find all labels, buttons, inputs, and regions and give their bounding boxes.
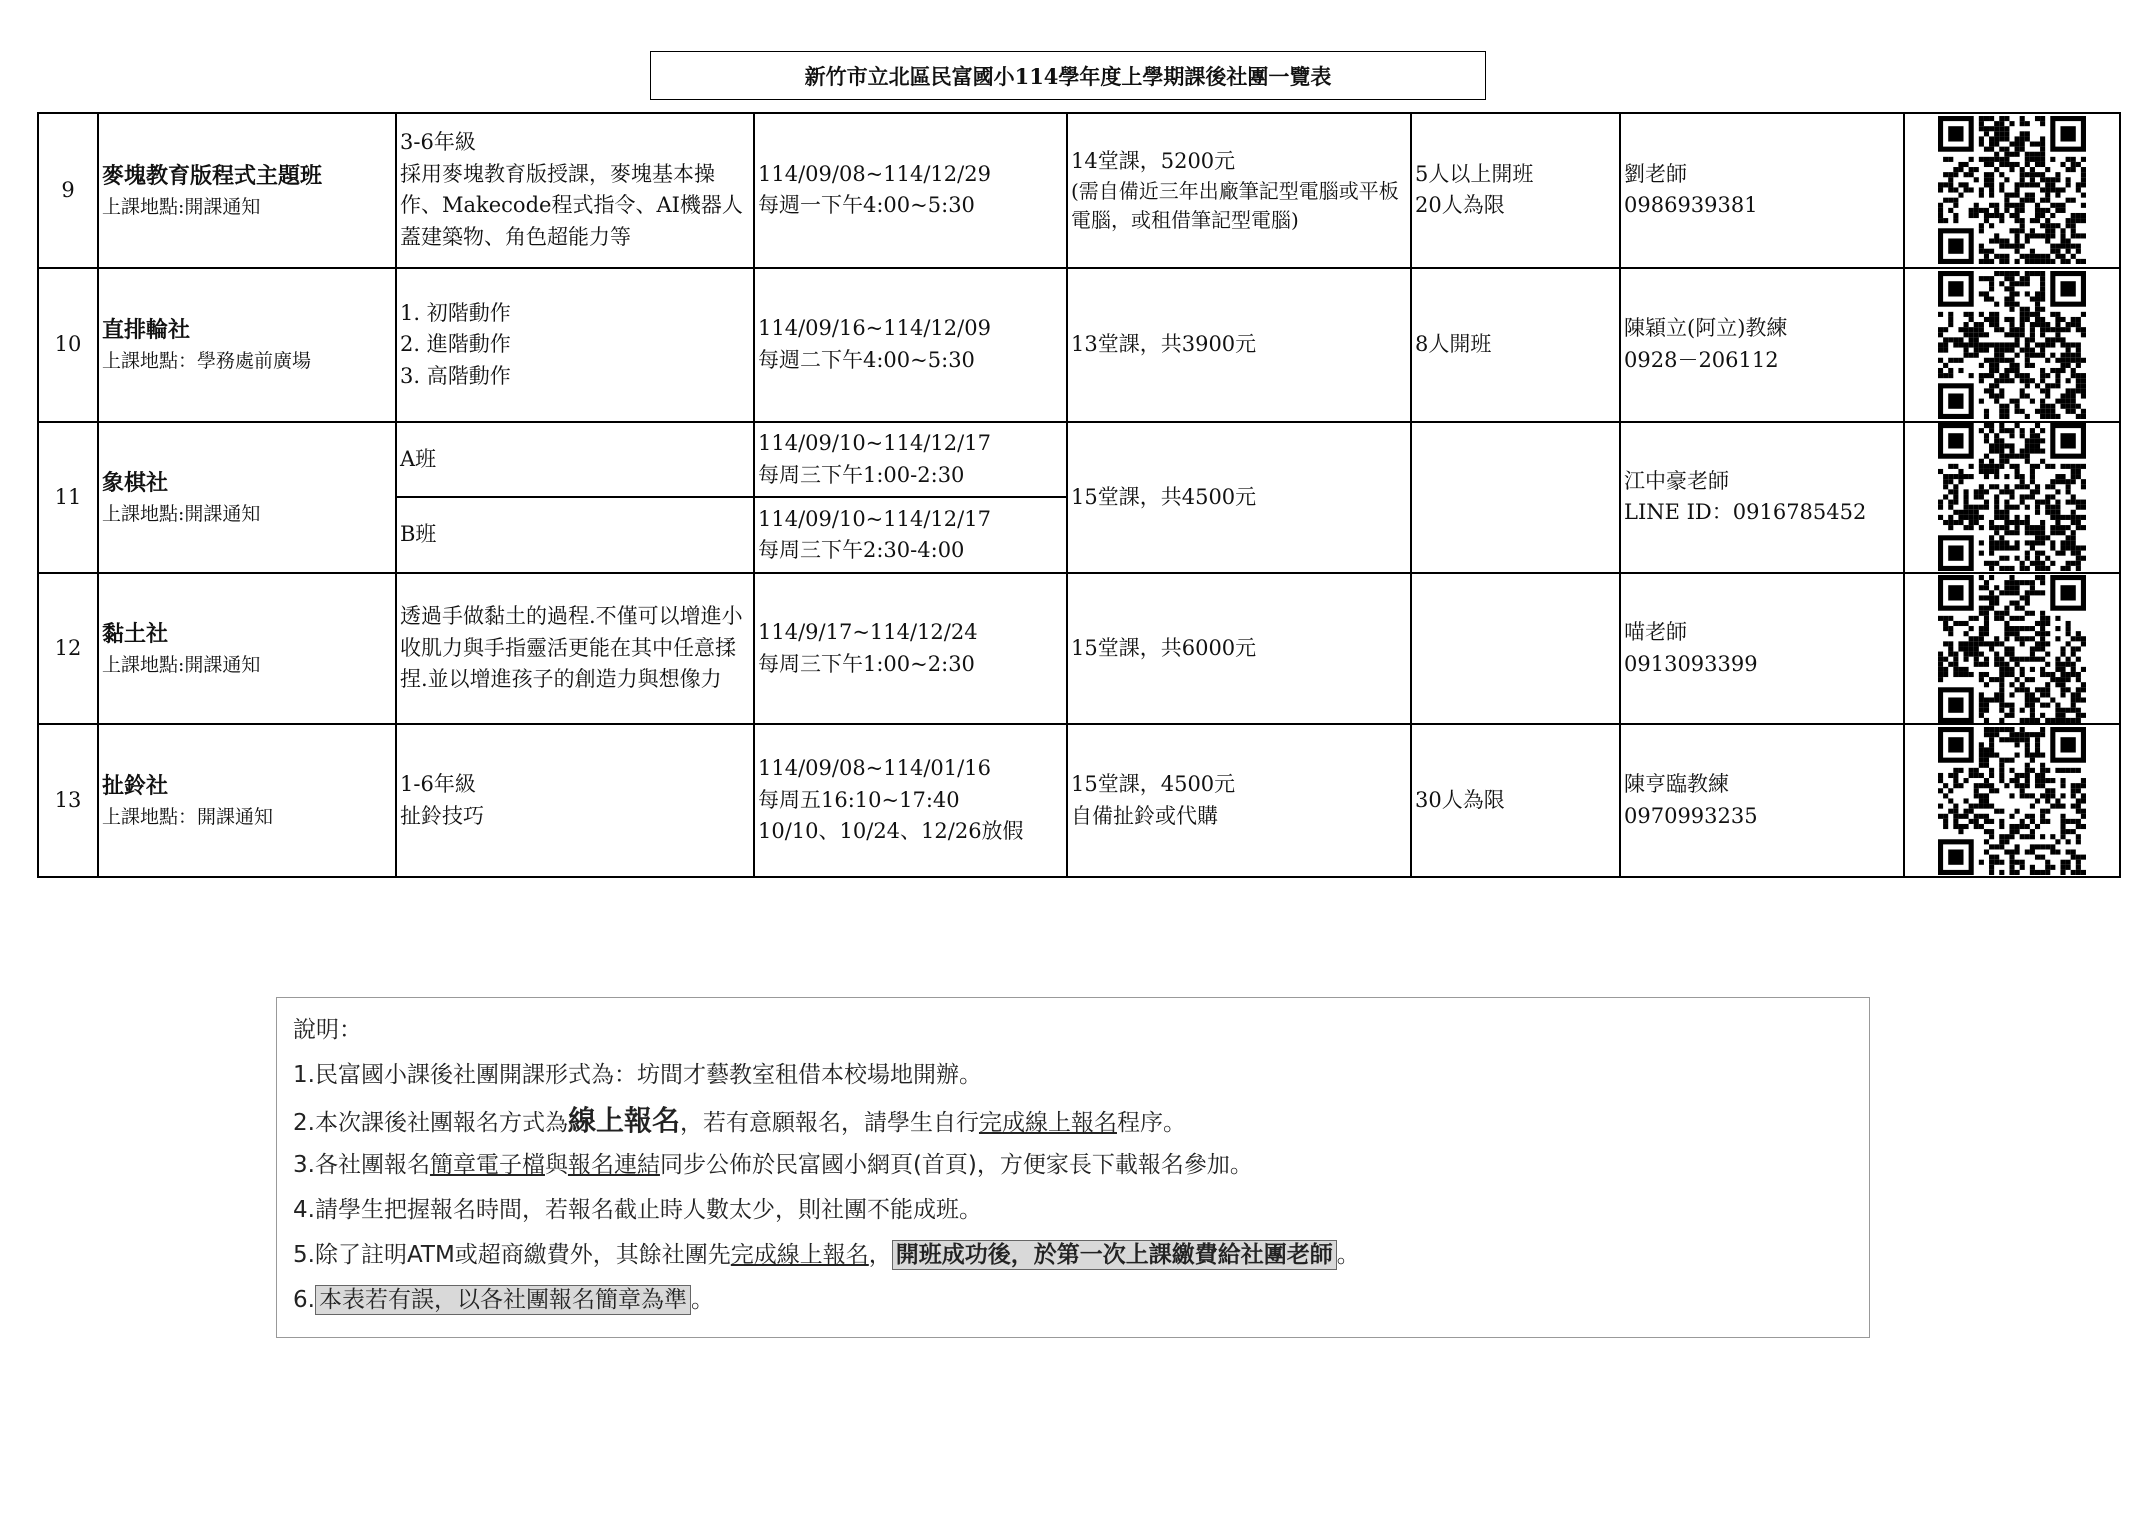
capacity-cell bbox=[1411, 573, 1620, 725]
note-text: 。 bbox=[690, 1287, 714, 1313]
teacher-phone: 0970993235 bbox=[1624, 803, 1758, 828]
club-name: 麥塊教育版程式主題班 bbox=[102, 162, 323, 189]
note-4: 4.請學生把握報名時間，若報名截止時人數太少，則社團不能成班。 bbox=[293, 1197, 982, 1223]
teacher-phone: LINE ID：0916785452 bbox=[1624, 500, 1867, 525]
qr-code-icon[interactable] bbox=[1938, 116, 2086, 264]
note-2 bbox=[293, 1098, 1853, 1143]
qr-cell bbox=[1904, 724, 2120, 877]
schedule-line: 每周三下午2:30-4:00 bbox=[758, 538, 965, 563]
content-line: 採用麥塊教育版授課，麥塊基本操作、Makecode程式指令、AI機器人蓋建築物、角色超能力等 bbox=[400, 161, 743, 249]
schedule-line: 每周五16:10~17:40 bbox=[758, 787, 960, 812]
schedule-line: 每周三下午1:00~2:30 bbox=[758, 651, 975, 676]
club-cell bbox=[98, 113, 396, 268]
teacher-name: 喵老師 bbox=[1624, 620, 1687, 645]
qr-cell bbox=[1904, 268, 2120, 423]
teacher-name: 陳亨臨教練 bbox=[1624, 772, 1729, 797]
schedule-line: 每週二下午4:00~5:30 bbox=[758, 347, 975, 372]
club-name: 黏土社 bbox=[102, 620, 169, 647]
note-emphasis: 線上報名 bbox=[567, 1104, 680, 1137]
fee-line: 15堂課，共4500元 bbox=[1071, 484, 1257, 509]
schedule-line: 114/09/10~114/12/17 bbox=[758, 506, 991, 531]
club-name: 象棋社 bbox=[102, 469, 169, 496]
fee-note: (需自備近三年出廠筆記型電腦或平板電腦，或租借筆記型電腦) bbox=[1071, 179, 1399, 233]
teacher-name: 陳穎立(阿立)教練 bbox=[1624, 316, 1788, 341]
fee-cell bbox=[1067, 268, 1411, 423]
club-cell bbox=[98, 422, 396, 573]
note-text: 6. bbox=[293, 1287, 315, 1313]
note-6 bbox=[293, 1278, 1853, 1323]
qr-code-icon[interactable] bbox=[1938, 423, 2086, 571]
teacher-name: 江中豪老師 bbox=[1624, 468, 1729, 493]
club-cell bbox=[98, 573, 396, 725]
teacher-phone: 0928－206112 bbox=[1624, 347, 1779, 372]
teacher-name: 劉老師 bbox=[1624, 161, 1687, 186]
schedule-line: 114/9/17~114/12/24 bbox=[758, 620, 978, 645]
table-row bbox=[38, 113, 2120, 268]
capacity-cell bbox=[1411, 422, 1620, 573]
capacity-cell bbox=[1411, 268, 1620, 423]
content-cell bbox=[396, 724, 754, 877]
content-cell bbox=[396, 573, 754, 725]
teacher-cell bbox=[1620, 113, 1904, 268]
note-text: 程序。 bbox=[1116, 1110, 1186, 1136]
content-line: 1-6年級 bbox=[400, 772, 476, 797]
content-cell bbox=[396, 268, 754, 423]
fee-cell bbox=[1067, 724, 1411, 877]
teacher-phone: 0913093399 bbox=[1624, 651, 1758, 676]
qr-cell bbox=[1904, 573, 2120, 725]
note-text: 5.除了註明ATM或超商繳費外，其餘社團先 bbox=[293, 1242, 731, 1268]
row-number: 13 bbox=[38, 724, 98, 877]
schedule-cell bbox=[754, 268, 1067, 423]
note-5 bbox=[293, 1233, 1853, 1278]
qr-cell bbox=[1904, 113, 2120, 268]
teacher-cell bbox=[1620, 724, 1904, 877]
note-highlight: 開班成功後，於第一次上課繳費給社團老師 bbox=[892, 1240, 1337, 1270]
qr-code-icon[interactable] bbox=[1938, 271, 2086, 419]
fee-line: 15堂課，共6000元 bbox=[1071, 635, 1257, 660]
fee-line: 13堂課，共3900元 bbox=[1071, 332, 1257, 357]
note-1: 1.民富國小課後社團開課形式為：坊間才藝教室租借本校場地開辦。 bbox=[293, 1062, 982, 1088]
table-row bbox=[38, 422, 2120, 497]
note-text: ，若有意願報名，請學生自行 bbox=[679, 1110, 979, 1136]
capacity-cell bbox=[1411, 724, 1620, 877]
note-highlight: 本表若有誤，以各社團報名簡章為準 bbox=[315, 1285, 691, 1315]
teacher-phone: 0986939381 bbox=[1624, 193, 1758, 218]
fee-line: 自備扯鈴或代購 bbox=[1071, 803, 1218, 828]
schedule-line: 每週一下午4:00~5:30 bbox=[758, 193, 975, 218]
row-number: 11 bbox=[38, 422, 98, 573]
notes-heading: 說明： bbox=[293, 1017, 362, 1043]
schedule-cell bbox=[754, 724, 1067, 877]
table-row bbox=[38, 268, 2120, 423]
club-cell bbox=[98, 724, 396, 877]
teacher-cell bbox=[1620, 422, 1904, 573]
schedule-line: 114/09/08~114/12/29 bbox=[758, 161, 991, 186]
schedule-line: 114/09/10~114/12/17 bbox=[758, 431, 991, 456]
capacity-line: 30人為限 bbox=[1415, 787, 1505, 812]
club-location: 上課地點：學務處前廣場 bbox=[102, 350, 312, 373]
fee-line: 15堂課，4500元 bbox=[1071, 772, 1236, 797]
content-line: 1. 初階動作 bbox=[400, 300, 511, 325]
note-text: 同步公佈於民富國小網頁(首頁)，方便家長下載報名參加。 bbox=[659, 1152, 1253, 1178]
note-text: 。 bbox=[1336, 1242, 1360, 1268]
schedule-cell bbox=[754, 113, 1067, 268]
club-name: 直排輪社 bbox=[102, 317, 191, 344]
note-text: 與 bbox=[544, 1152, 568, 1178]
club-location: 上課地點：開課通知 bbox=[102, 805, 274, 828]
qr-code-icon[interactable] bbox=[1938, 575, 2086, 723]
schedule-cell bbox=[754, 573, 1067, 725]
row-number: 9 bbox=[38, 113, 98, 268]
qr-cell bbox=[1904, 422, 2120, 573]
class-a-cell: A班 bbox=[396, 422, 754, 497]
club-cell bbox=[98, 268, 396, 423]
class-b-cell: B班 bbox=[396, 497, 754, 572]
table-row bbox=[38, 724, 2120, 877]
schedule-cell bbox=[754, 422, 1067, 497]
teacher-cell bbox=[1620, 573, 1904, 725]
capacity-line: 20人為限 bbox=[1415, 193, 1505, 218]
schedule-line: 114/09/08~114/01/16 bbox=[758, 756, 991, 781]
table-row bbox=[38, 573, 2120, 725]
note-text: 3.各社團報名 bbox=[293, 1152, 430, 1178]
club-name: 扯鈴社 bbox=[102, 772, 169, 799]
content-line: 2. 進階動作 bbox=[400, 332, 511, 357]
content-line: 3. 高階動作 bbox=[400, 363, 511, 388]
content-cell bbox=[396, 113, 754, 268]
note-underline: 完成線上報名 bbox=[730, 1242, 869, 1268]
club-table bbox=[37, 112, 2121, 878]
schedule-cell bbox=[754, 497, 1067, 572]
note-underline: 簡章電子檔 bbox=[429, 1152, 545, 1178]
note-text: ， bbox=[868, 1242, 892, 1268]
capacity-line: 5人以上開班 bbox=[1415, 161, 1534, 186]
fee-cell bbox=[1067, 422, 1411, 573]
qr-code-icon[interactable] bbox=[1938, 727, 2086, 875]
club-location: 上課地點:開課通知 bbox=[102, 502, 261, 525]
schedule-line: 每周三下午1:00-2:30 bbox=[758, 462, 965, 487]
note-3 bbox=[293, 1143, 1853, 1188]
note-underline: 完成線上報名 bbox=[978, 1110, 1117, 1136]
page-title: 新竹市立北區民富國小114學年度上學期課後社團一覽表 bbox=[650, 51, 1486, 100]
fee-cell bbox=[1067, 573, 1411, 725]
capacity-cell bbox=[1411, 113, 1620, 268]
schedule-line: 114/09/16~114/12/09 bbox=[758, 316, 991, 341]
row-number: 12 bbox=[38, 573, 98, 725]
row-number: 10 bbox=[38, 268, 98, 423]
fee-line: 14堂課，5200元 bbox=[1071, 148, 1236, 173]
notes-box bbox=[276, 997, 1870, 1338]
fee-cell bbox=[1067, 113, 1411, 268]
note-underline: 報名連結 bbox=[567, 1152, 660, 1178]
content-line: 扯鈴技巧 bbox=[400, 803, 484, 828]
capacity-line: 8人開班 bbox=[1415, 332, 1492, 357]
club-location: 上課地點:開課通知 bbox=[102, 653, 261, 676]
club-location: 上課地點:開課通知 bbox=[102, 195, 261, 218]
teacher-cell bbox=[1620, 268, 1904, 423]
note-text: 2.本次課後社團報名方式為 bbox=[293, 1110, 568, 1136]
content-line: 3-6年級 bbox=[400, 130, 476, 155]
schedule-line: 10/10、10/24、12/26放假 bbox=[758, 819, 1024, 844]
content-line: 透過手做黏土的過程.不僅可以增進小收肌力與手指靈活更能在其中任意揉捏.並以增進孩子的創造力與想像力 bbox=[400, 604, 743, 692]
